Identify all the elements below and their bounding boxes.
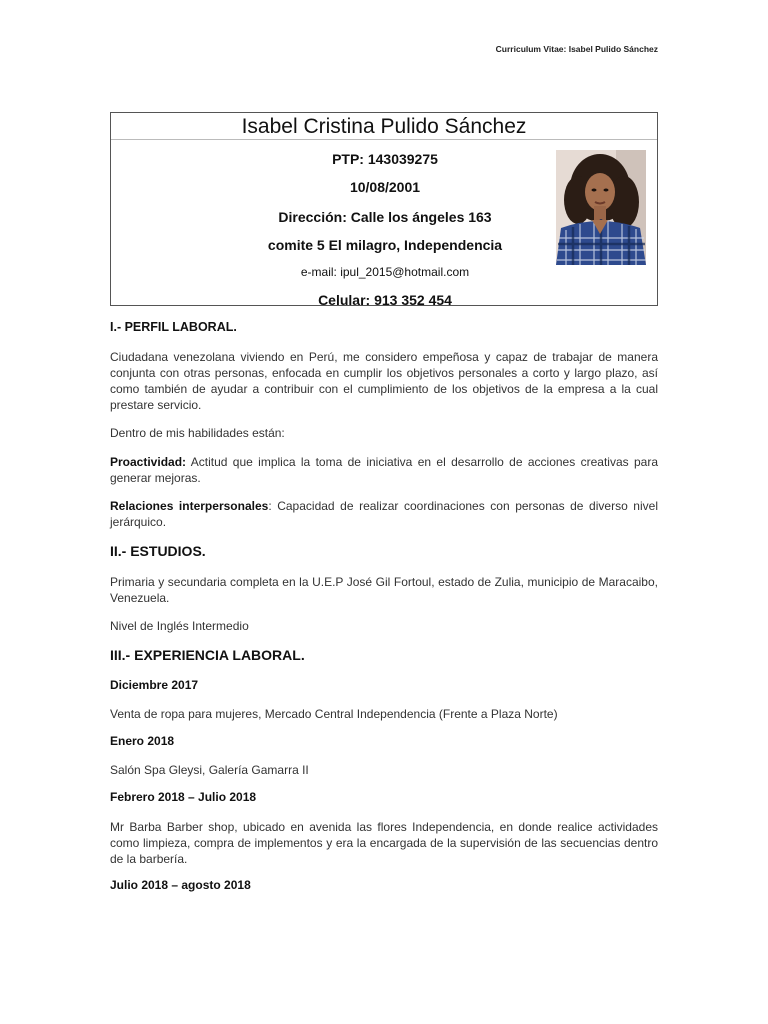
email: e-mail: ipul_2015@hotmail.com [300,265,470,279]
phone: Celular: 913 352 454 [318,292,452,308]
skill-relaciones-text: : Capacidad de realizar coordinaciones con personas de diverso nivel jerárquico. [110,499,658,529]
skill-proactividad [110,454,658,486]
perfil-paragraph: Ciudadana venezolana viviendo en Perú, me considero empeñosa y capaz de trabajar de manera conjunta con otras personas, enfocada en cumplir los objetivos personales a corto y largo plazo, así como también de ayudar a contribuir con el cumplimiento de los objetivos de la empresa a la cual prestare servicio. [110,350,658,412]
birth-date: 10/08/2001 [349,179,421,195]
experience-date: Diciembre 2017 [110,678,199,692]
section-title-experiencia: III.- EXPERIENCIA LABORAL. [110,647,305,663]
experience-description: Mr Barba Barber shop, ubicado en avenida las flores Independencia, en donde realice actividades como limpieza, compra de implementos y era la encargada de la supervisión de las secuencias dentro de la barbería. [110,820,658,866]
estudios-paragraph: Primaria y secundaria completa en la U.E.P José Gil Fortoul, estado de Zulia, municipio de Maracaibo, Venezuela. [110,575,658,605]
section-title-perfil: I.- PERFIL LABORAL. [110,320,237,334]
section-title-estudios: II.- ESTUDIOS. [110,543,206,559]
profile-photo [556,150,646,265]
experience-date: Febrero 2018 – Julio 2018 [110,790,257,804]
name-divider [111,139,657,140]
experience-description: Salón Spa Gleysi, Galería Gamarra II [110,763,309,777]
full-name: Isabel Cristina Pulido Sánchez [241,115,527,138]
profile-photo-image [556,150,646,265]
skill-relaciones-label: Relaciones interpersonales [110,499,269,513]
skill-proactividad-text: Actitud que implica la toma de iniciativa en el desarrollo de acciones creativas para generar mejoras. [110,455,658,485]
ptp-number: PTP: 143039275 [332,151,438,167]
skill-relaciones [110,498,658,530]
personal-info-box [110,112,658,306]
address-line-2: comite 5 El milagro, Independencia [267,237,503,253]
ingles-level: Nivel de Inglés Intermedio [110,619,249,633]
page-header-note: Curriculum Vitae: Isabel Pulido Sánchez [495,44,658,54]
experience-date: Julio 2018 – agosto 2018 [110,878,251,892]
skill-proactividad-label: Proactividad: [110,455,187,469]
experience-date: Enero 2018 [110,734,175,748]
habilidades-intro: Dentro de mis habilidades están: [110,426,285,440]
address-line-1: Dirección: Calle los ángeles 163 [278,209,492,225]
experience-description: Venta de ropa para mujeres, Mercado Central Independencia (Frente a Plaza Norte) [110,707,558,721]
